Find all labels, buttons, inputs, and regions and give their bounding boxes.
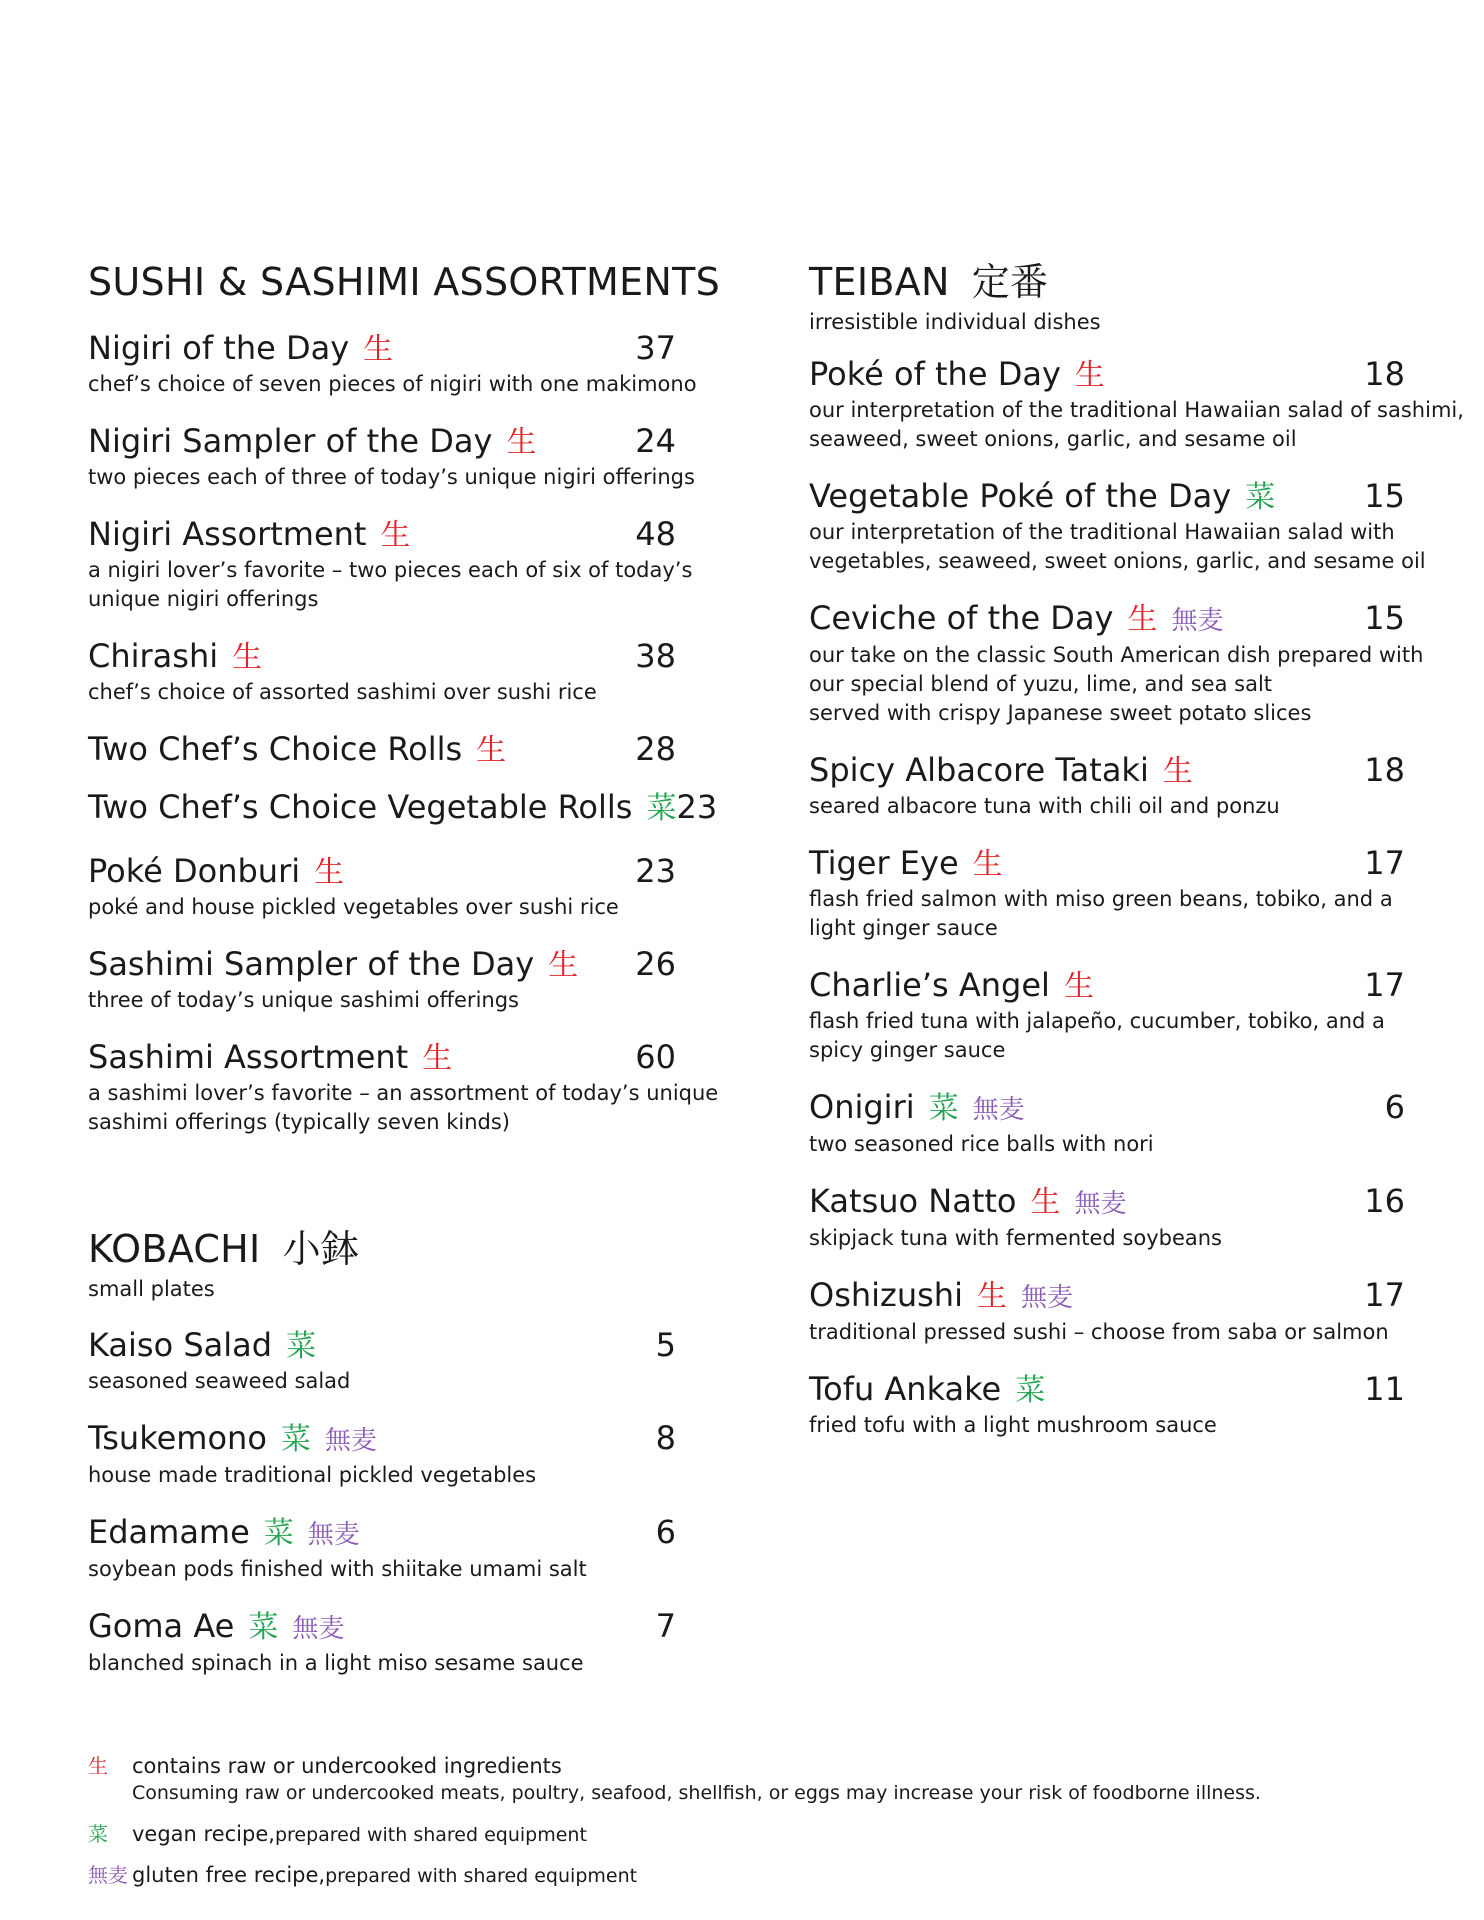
raw-icon: 生	[314, 855, 345, 890]
menu-item-description-line: blanched spinach in a light miso sesame sauce	[88, 1651, 584, 1675]
menu-item-name-text: Edamame	[88, 1513, 250, 1551]
menu-item-description-line: chef’s choice of assorted sashimi over sushi rice	[88, 680, 597, 704]
raw-icon: 生	[548, 948, 579, 983]
legend	[88, 1752, 1418, 1890]
menu-item-price: 18	[1364, 751, 1405, 789]
raw-icon: 生	[972, 847, 1003, 882]
menu-item	[809, 598, 1424, 728]
menu-item-price: 37	[635, 329, 676, 367]
menu-item-description-line: our interpretation of the traditional Hawaiian salad of sashimi,	[809, 398, 1464, 422]
menu-item-name	[88, 787, 676, 829]
menu-item	[809, 1275, 1405, 1347]
menu-list	[88, 328, 719, 1137]
menu-item-price: 38	[635, 637, 676, 675]
menu-item-description	[88, 986, 676, 1015]
menu-item-description-line: our interpretation of the traditional Hawaiian salad with	[809, 520, 1395, 544]
menu-item-price: 17	[1364, 966, 1405, 1004]
gluten-free-icon: 無麦	[1074, 1189, 1127, 1219]
menu-item-name	[809, 1087, 1025, 1130]
menu-item-description-line: light ginger sauce	[809, 916, 998, 940]
gluten-free-icon: 無麦	[88, 1863, 128, 1887]
menu-item-name	[88, 851, 344, 893]
menu-item-name-text: Nigiri Sampler of the Day	[88, 422, 493, 460]
menu-item-price: 28	[635, 730, 676, 768]
legend-raw-text: contains raw or undercooked ingredients	[132, 1754, 562, 1778]
menu-item-price: 16	[1364, 1182, 1405, 1220]
menu-item-row	[88, 636, 676, 678]
menu-item-name-text: Onigiri	[809, 1088, 915, 1126]
menu-item-price: 5	[655, 1326, 676, 1364]
menu-item-description	[809, 396, 1464, 454]
menu-item-description	[88, 1367, 676, 1396]
menu-item-description-line: two pieces each of three of today’s unique nigiri offerings	[88, 465, 695, 489]
gluten-free-icon: 無麦	[1020, 1283, 1073, 1313]
menu-item-row	[88, 787, 718, 829]
menu-item-price: 6	[655, 1513, 676, 1551]
menu-item-description	[88, 1649, 676, 1678]
menu-item	[88, 1325, 676, 1396]
menu-item-row	[809, 965, 1405, 1007]
menu-item-name-text: Sashimi Assortment	[88, 1038, 409, 1076]
menu-item-name-text: Chirashi	[88, 637, 219, 675]
menu-item-description	[88, 1461, 676, 1490]
menu-item-row	[88, 328, 676, 370]
right-column	[809, 258, 1464, 1440]
menu-item-row	[88, 851, 676, 893]
menu-item	[88, 421, 695, 492]
menu-item-price: 11	[1364, 1370, 1405, 1408]
menu-item-name-text: Goma Ae	[88, 1607, 235, 1645]
menu-item-name-text: Charlie’s Angel	[809, 966, 1050, 1004]
raw-icon: 生	[422, 1041, 453, 1076]
raw-icon: 生	[1063, 969, 1094, 1004]
menu-item-name	[809, 843, 1003, 885]
menu-item-price: 17	[1364, 1276, 1405, 1314]
menu-item-description-line: house made traditional pickled vegetables	[88, 1463, 537, 1487]
menu-item-row	[809, 1369, 1405, 1411]
menu-item-name	[88, 1606, 344, 1649]
menu-item-row	[88, 1606, 676, 1649]
menu-item	[88, 944, 676, 1015]
gluten-free-icon: 無麦	[307, 1520, 360, 1550]
menu-item-row	[809, 476, 1405, 518]
menu-item-name	[88, 1418, 377, 1461]
menu-item-description	[809, 1411, 1405, 1440]
menu-item-description-line: flash fried tuna with jalapeño, cucumber, tobiko, and a	[809, 1009, 1385, 1033]
menu-item-description-line: spicy ginger sauce	[809, 1038, 1006, 1062]
menu-item	[809, 476, 1426, 576]
menu-item-price: 17	[1364, 844, 1405, 882]
menu-item-name	[88, 328, 393, 370]
legend-gluten-free-note: prepared with shared equipment	[325, 1865, 638, 1887]
vegan-icon: 菜	[1015, 1373, 1046, 1408]
menu-item-description-line: soybean pods finished with shiitake umami salt	[88, 1557, 587, 1581]
section-title-text: SUSHI & SASHIMI ASSORTMENTS	[88, 260, 721, 304]
menu-item-description	[809, 1318, 1405, 1347]
menu-item-description	[88, 1079, 719, 1137]
menu-item-name-text: Spicy Albacore Tataki	[809, 751, 1149, 789]
menu-item-price: 23	[635, 852, 676, 890]
legend-gluten-free-text: gluten free recipe,	[132, 1863, 326, 1887]
menu-item-row	[809, 1275, 1405, 1318]
menu-item-name	[809, 598, 1224, 641]
menu-item-name	[809, 965, 1094, 1007]
menu-item-name-text: Kaiso Salad	[88, 1326, 273, 1364]
menu-item-description-line: poké and house pickled vegetables over sushi rice	[88, 895, 619, 919]
raw-icon: 生	[506, 425, 537, 460]
menu-item-price: 18	[1364, 355, 1405, 393]
menu-item	[809, 750, 1405, 821]
legend-raw-note: Consuming raw or undercooked meats, poultry, seafood, shellfish, or eggs may increase your risk of foodborne illness.	[132, 1782, 1261, 1804]
vegan-icon: 菜	[286, 1329, 317, 1364]
menu-item-description-line: three of today’s unique sashimi offerings	[88, 988, 519, 1012]
menu-item-description-line: sashimi offerings (typically seven kinds)	[88, 1110, 510, 1134]
menu-item-name-text: Two Chef’s Choice Vegetable Rolls	[88, 788, 633, 826]
menu-item-name-text: Nigiri Assortment	[88, 515, 367, 553]
section-kobachi	[88, 1225, 676, 1678]
menu-item	[809, 843, 1405, 943]
vegan-icon: 菜	[646, 791, 677, 826]
menu-item-description	[809, 1007, 1405, 1065]
menu-item-name-text: Poké of the Day	[809, 355, 1061, 393]
menu-item-description	[809, 518, 1426, 576]
menu-item-row	[809, 1087, 1405, 1130]
raw-icon: 生	[976, 1279, 1007, 1314]
menu-item-description-line: vegetables, seaweed, sweet onions, garlic, and sesame oil	[809, 549, 1426, 573]
menu-item-name-text: Two Chef’s Choice Rolls	[88, 730, 463, 768]
menu-item-name-text: Oshizushi	[809, 1276, 963, 1314]
section-title-text: KOBACHI	[88, 1227, 261, 1271]
menu-item	[88, 1037, 719, 1137]
menu-item-name-text: Nigiri of the Day	[88, 329, 350, 367]
menu-item-description-line: seasoned seaweed salad	[88, 1369, 351, 1393]
menu-item	[88, 514, 693, 614]
menu-item-price: 23	[676, 788, 718, 826]
menu-item-name-text: Ceviche of the Day	[809, 599, 1114, 637]
menu-item-row	[88, 421, 676, 463]
menu-item-row	[809, 750, 1405, 792]
menu-item-row	[809, 843, 1405, 885]
vegan-icon: 菜	[1245, 480, 1276, 515]
menu-item-name	[88, 421, 536, 463]
menu-list	[88, 1325, 676, 1678]
menu-item-description-line: served with crispy Japanese sweet potato slices	[809, 701, 1312, 725]
legend-vegan	[88, 1820, 1418, 1849]
menu-item-description	[88, 678, 676, 707]
menu-item-description-line: our special blend of yuzu, lime, and sea salt	[809, 672, 1273, 696]
menu-item-description-line: a sashimi lover’s favorite – an assortment of today’s unique	[88, 1081, 719, 1105]
menu-item-name	[88, 636, 262, 678]
menu-item-description-line: two seasoned rice balls with nori	[809, 1132, 1154, 1156]
menu-item-row	[88, 944, 676, 986]
menu-item-description-line: traditional pressed sushi – choose from saba or salmon	[809, 1320, 1389, 1344]
menu-item-name	[88, 1037, 452, 1079]
raw-icon: 生	[476, 733, 507, 768]
menu-item-row	[88, 1418, 676, 1461]
menu-item	[88, 851, 676, 922]
vegan-icon: 菜	[88, 1822, 108, 1846]
left-column	[88, 258, 721, 1678]
menu-item-description-line: fried tofu with a light mushroom sauce	[809, 1413, 1217, 1437]
menu-item	[809, 1369, 1405, 1440]
gluten-free-icon: 無麦	[324, 1426, 377, 1456]
menu-item-name	[809, 1275, 1073, 1318]
menu-item-row	[809, 1181, 1405, 1224]
menu-item-description-line: skipjack tuna with fermented soybeans	[809, 1226, 1222, 1250]
section-subtitle: small plates	[88, 1277, 215, 1301]
section-kanji: 定番	[971, 260, 1049, 304]
menu-item-row	[88, 729, 676, 771]
menu-item-description	[88, 893, 676, 922]
menu-item-row	[809, 598, 1405, 641]
menu-item-description	[88, 556, 693, 614]
menu-item-description-line: seared albacore tuna with chili oil and ponzu	[809, 794, 1280, 818]
gluten-free-icon: 無麦	[972, 1095, 1025, 1125]
menu-item-name	[809, 354, 1105, 396]
section-subtitle: irresistible individual dishes	[809, 310, 1101, 334]
menu-item-row	[88, 1325, 676, 1367]
gluten-free-icon: 無麦	[1171, 606, 1224, 636]
menu-item-price: 26	[635, 945, 676, 983]
menu-item	[809, 1181, 1405, 1253]
menu-item-row	[88, 1037, 676, 1079]
menu-item	[88, 729, 676, 771]
menu-item-description-line: flash fried salmon with miso green beans, tobiko, and a	[809, 887, 1393, 911]
menu-item-description	[809, 792, 1405, 821]
menu-item-name-text: Tofu Ankake	[809, 1370, 1002, 1408]
menu-item-name	[809, 476, 1275, 518]
raw-icon: 生	[1127, 602, 1158, 637]
vegan-icon: 菜	[280, 1422, 311, 1457]
menu-item-price: 7	[655, 1607, 676, 1645]
menu-item-row	[88, 514, 676, 556]
menu-item-name	[809, 1181, 1127, 1224]
section-title	[809, 258, 1405, 306]
legend-raw	[88, 1752, 1418, 1780]
raw-icon: 生	[232, 640, 263, 675]
menu-item	[88, 1606, 676, 1678]
menu-item-price: 24	[635, 422, 676, 460]
menu-item-description	[809, 885, 1405, 943]
section-title	[88, 1225, 676, 1273]
menu-item-description	[88, 463, 695, 492]
raw-icon: 生	[380, 518, 411, 553]
section-title	[88, 258, 721, 306]
vegan-icon: 菜	[248, 1610, 279, 1645]
menu-item-name-text: Sashimi Sampler of the Day	[88, 945, 535, 983]
raw-icon: 生	[1074, 358, 1105, 393]
menu-item-name-text: Poké Donburi	[88, 852, 301, 890]
menu-item	[809, 1087, 1405, 1159]
menu-item-name	[809, 750, 1193, 792]
menu-item-name-text: Vegetable Poké of the Day	[809, 477, 1232, 515]
menu-item-description-line: seaweed, sweet onions, garlic, and sesame oil	[809, 427, 1297, 451]
raw-icon: 生	[88, 1754, 108, 1778]
menu-item	[88, 1512, 676, 1584]
menu-list	[809, 354, 1464, 1440]
menu-item	[809, 965, 1405, 1065]
menu-item-price: 60	[635, 1038, 676, 1076]
menu-item-description	[809, 641, 1424, 728]
menu-item-description	[88, 1555, 676, 1584]
menu-item	[809, 354, 1464, 454]
section-sushi-sashimi	[88, 258, 721, 1137]
menu-item-price: 48	[635, 515, 676, 553]
legend-vegan-text: vegan recipe,	[132, 1822, 275, 1846]
legend-gluten-free	[88, 1861, 1418, 1890]
menu-item-description-line: unique nigiri offerings	[88, 587, 319, 611]
raw-icon: 生	[363, 332, 394, 367]
section-title-text: TEIBAN	[809, 260, 950, 304]
menu-item-name	[88, 729, 506, 771]
menu-item-description	[809, 1130, 1405, 1159]
menu-item-description-line: our take on the classic South American dish prepared with	[809, 643, 1424, 667]
menu-item	[88, 328, 697, 399]
vegan-icon: 菜	[263, 1516, 294, 1551]
menu-item-name	[88, 944, 578, 986]
section-kanji: 小鉢	[282, 1227, 360, 1271]
menu-item-price: 15	[1364, 477, 1405, 515]
vegan-icon: 菜	[928, 1091, 959, 1126]
menu-item-description-line: a nigiri lover’s favorite – two pieces each of six of today’s	[88, 558, 693, 582]
section-teiban	[809, 258, 1464, 1440]
menu-item-row	[809, 354, 1405, 396]
menu-item-name-text: Tiger Eye	[809, 844, 959, 882]
menu-item-name	[88, 514, 410, 556]
menu-item-name-text: Tsukemono	[88, 1419, 267, 1457]
menu-item-description	[88, 370, 697, 399]
menu-item	[88, 1418, 676, 1490]
raw-icon: 生	[1162, 754, 1193, 789]
menu-item-price: 6	[1384, 1088, 1405, 1126]
menu-item-name	[809, 1369, 1045, 1411]
menu-item-name-text: Katsuo Natto	[809, 1182, 1017, 1220]
menu-item-row	[88, 1512, 676, 1555]
gluten-free-icon: 無麦	[292, 1614, 345, 1644]
legend-vegan-note: prepared with shared equipment	[274, 1824, 587, 1846]
menu-item	[88, 787, 718, 829]
menu-item-name	[88, 1512, 360, 1555]
menu-item	[88, 636, 676, 707]
menu-item-price: 8	[655, 1419, 676, 1457]
menu-item-name	[88, 1325, 316, 1367]
menu-item-description	[809, 1224, 1405, 1253]
menu-item-price: 15	[1364, 599, 1405, 637]
raw-icon: 生	[1030, 1185, 1061, 1220]
menu-item-description-line: chef’s choice of seven pieces of nigiri with one makimono	[88, 372, 697, 396]
